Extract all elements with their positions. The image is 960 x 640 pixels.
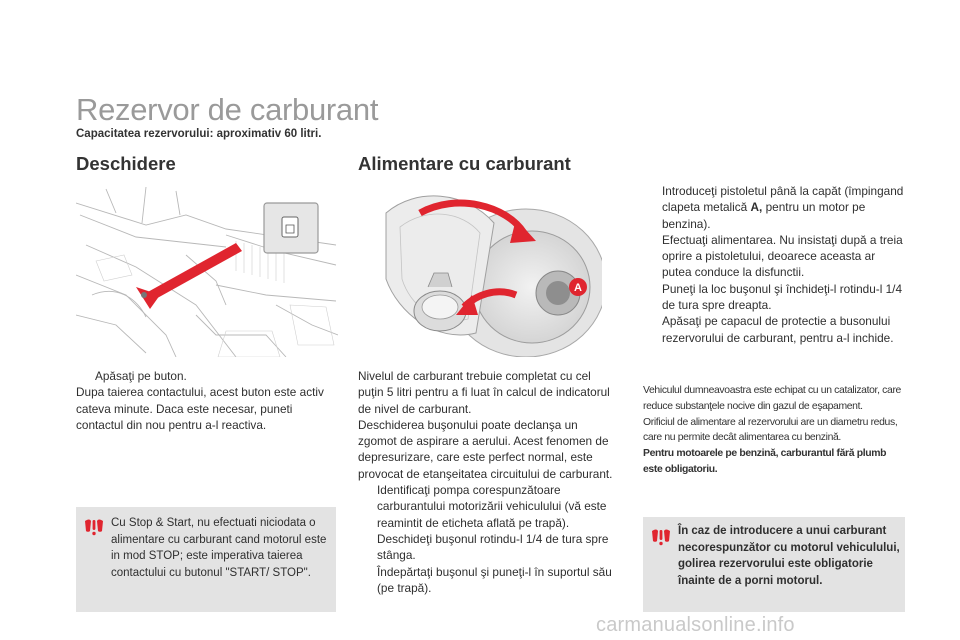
fuel-note	[643, 383, 905, 478]
fuel-flap-button-illustration	[76, 185, 338, 357]
page-title: Rezervor de carburant	[76, 92, 379, 127]
bullet-marker-icon	[76, 368, 95, 384]
bullet-marker-icon	[643, 281, 662, 314]
filler-note: Orificiul de alimentare al rezervorului are un diametru redus, care nu permite decât alimentarea cu benzină.	[643, 416, 898, 444]
warning-text: Cu Stop & Start, nu efectuati niciodata o alimentare cu carburant cand motorul este in mod STOP; este imperativa taierea contactului cu butonul "START/ STOP".	[111, 517, 327, 579]
bullet-marker-icon	[358, 531, 377, 564]
bullet-marker-icon	[358, 564, 377, 597]
list-item: Apăsaţi pe buton.	[76, 368, 338, 384]
warning-box-wrong-fuel	[643, 517, 905, 612]
section-heading-opening: Deschidere	[76, 153, 176, 174]
bullet-marker-icon	[643, 232, 662, 281]
list-item: Identificaţi pompa corespunzătoare carburantului motorizării vehiculului (vă este reamintit de eticheta aflată pe trapă).	[358, 482, 618, 531]
list-item: Apăsaţi pe capacul de protectie a busonului rezervorului de carburant, pentru a-l inchide.	[643, 313, 905, 346]
refuel-paragraph-1: Nivelul de carburant trebuie completat cu cel puţin 5 litri pentru a fi luat în calcul de indicatorul de nivel de carburant.	[358, 369, 610, 416]
label-a: A	[574, 282, 582, 294]
opening-paragraph: Dupa taierea contactului, acest buton este activ cateva minute. Daca este necesar, puneti contactul din nou pentru a-l reactiva.	[76, 385, 324, 432]
refuelling-steps	[643, 183, 905, 346]
warning-text: În caz de introducere a unui carburant necorespunzător cu motorul vehiculului, golirea rezervorului este obligatorie înainte de a porni motorul.	[678, 525, 900, 587]
list-item: Efectuaţi alimentarea. Nu insistaţi după a treia oprire a pistoletului, deoarece aceasta ar putea conduce la disfunctii.	[643, 232, 905, 281]
list-item: Îndepărtaţi buşonul şi puneţi-l în suportul său (pe trapă).	[358, 564, 618, 597]
warning-exclamation-icon	[84, 517, 104, 537]
warning-box-stop-start	[76, 507, 336, 612]
bullet-marker-icon	[643, 183, 662, 232]
refuelling-text	[358, 368, 618, 596]
list-item: Introduceţi pistoletul până la capăt (împingand clapeta metalică A, pentru un motor pe benzina).	[643, 183, 905, 232]
catalyst-note: Vehiculul dumneavoastra este echipat cu un catalizator, care reduce substanţele nocive din gazul de eşapament.	[643, 385, 901, 412]
page-subtitle: Capacitatea rezervorului: aproximativ 60 litri.	[76, 128, 322, 140]
warning-exclamation-icon	[651, 527, 671, 547]
fuel-cap-illustration	[376, 183, 602, 357]
watermark: carmanualsonline.info	[596, 614, 795, 636]
bullet-marker-icon	[358, 482, 377, 531]
bullet-marker-icon	[643, 313, 662, 346]
refuel-paragraph-2: Deschiderea buşonului poate declanşa un zgomot de aspirare a aerului. Acest fenomen de depresurizare, care este perfect normal, este provocat de etanşeitatea circuitului de carburant.	[358, 417, 613, 481]
opening-text	[76, 368, 338, 433]
unleaded-note: Pentru motoarele pe benzină, carburantul fără plumb este obligatoriu.	[643, 448, 887, 475]
section-heading-refuelling: Alimentare cu carburant	[358, 153, 571, 174]
list-item: Deschideţi buşonul rotindu-l 1/4 de tura spre stânga.	[358, 531, 618, 564]
list-item: Puneţi la loc buşonul şi închideţi-l rotindu-l 1/4 de tura spre dreapta.	[643, 281, 905, 314]
